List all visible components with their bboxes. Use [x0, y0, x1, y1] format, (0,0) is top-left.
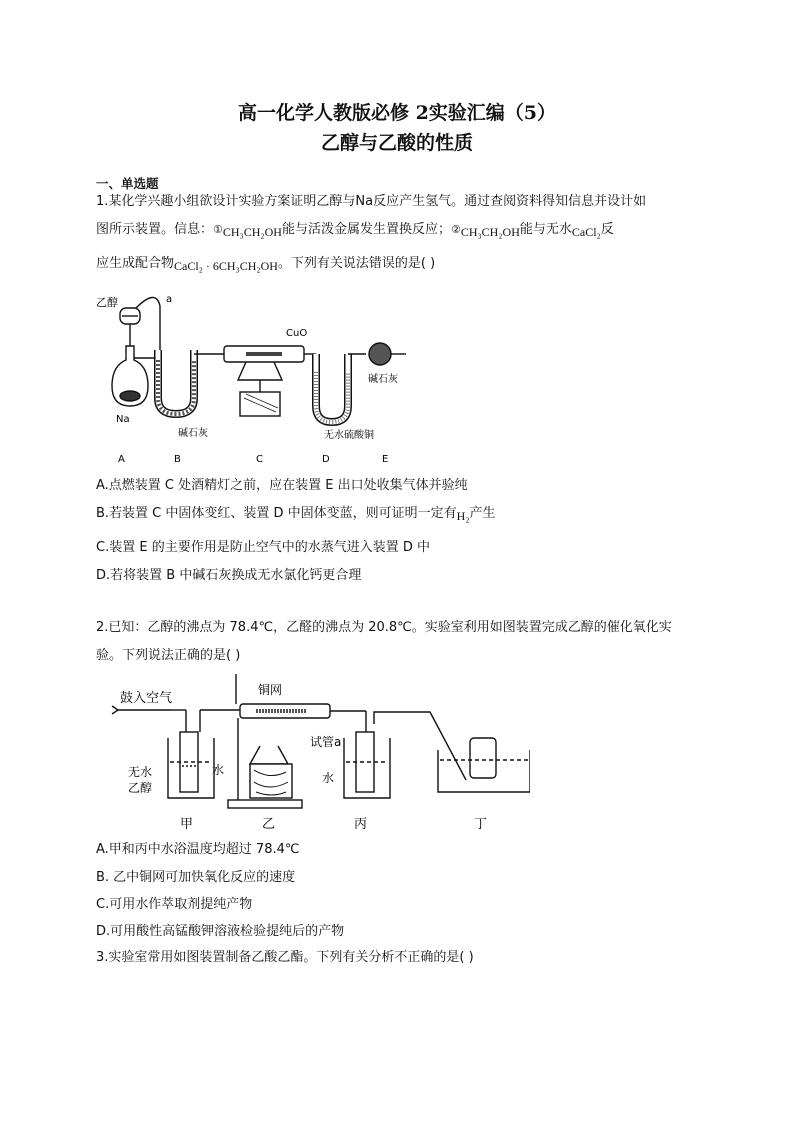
tube-a [136, 297, 160, 358]
label-copper-mesh: 铜网 [258, 683, 283, 697]
label-ethanol: 乙醇 [128, 781, 153, 795]
beaker-bing [344, 738, 390, 798]
q1-line3 [96, 254, 435, 273]
label-ethanol: 乙醇 [96, 296, 118, 309]
q1-option-b[interactable] [96, 504, 496, 523]
test-tube-jia [180, 732, 198, 792]
name-jia: 甲 [180, 817, 194, 832]
q1-option-b-text: B.若装置 C 中固体变红、装置 D 中固体变蓝，则可证明一定有 [96, 506, 457, 521]
q1-line2-a: 图所示装置。信息： [96, 222, 214, 237]
q1-option-b-tail: 产生 [469, 506, 496, 521]
label-test-tube-a: 试管a [310, 735, 342, 749]
q1-line3-a: 应生成配合物 [96, 256, 175, 271]
q2-option-d[interactable]: D.可用酸性高锰酸钾溶液检验提纯后的产物 [96, 924, 345, 939]
q1-line3-b: 。下列有关说法错误的是( ) [277, 256, 436, 271]
letter-a: A [118, 454, 125, 465]
spirit-lamp [250, 746, 288, 764]
q2-option-b[interactable]: B. 乙中铜网可加快氧化反应的速度 [96, 870, 296, 885]
q1-line1: 1.某化学兴趣小组欲设计实验方案证明乙醇与Na反应产生氢气。通过查阅资料得知信息并设计如 [96, 194, 647, 209]
label-cuo: CuO [286, 328, 308, 339]
label-air: 鼓入空气 [120, 691, 173, 706]
q3-line1: 3.实验室常用如图装置制备乙酸乙酯。下列有关分析不正确的是( ) [96, 950, 474, 965]
delivery-tube [374, 712, 466, 780]
name-yi: 乙 [262, 817, 276, 832]
page-subtitle: 乙醇与乙酸的性质 [320, 132, 473, 154]
q1-line2 [96, 220, 614, 239]
letter-c: C [256, 454, 263, 465]
u-tube-b-outer [158, 350, 194, 414]
collecting-tube [470, 738, 496, 778]
q1-option-a[interactable]: A.点燃装置 C 处酒精灯之前，应在装置 E 出口处收集气体并验纯 [96, 478, 468, 493]
water-trough [438, 750, 530, 792]
chem-ethanol-2: CH₃CH₂OH [460, 225, 520, 239]
label-anhydrous: 无水 [128, 765, 153, 779]
lamp-stand [240, 392, 280, 416]
label-soda-lime-b: 碱石灰 [178, 428, 208, 439]
q1-option-c[interactable]: C.装置 E 的主要作用是防止空气中的水蒸气进入装置 D 中 [96, 540, 430, 555]
q2-line1: 2.已知：乙醇的沸点为 78.4℃，乙醛的沸点为 20.8℃。实验室利用如图装置完成乙醇的催化氧化实 [96, 620, 672, 635]
test-tube-a [356, 732, 374, 792]
lamp-top [238, 362, 282, 380]
q2-option-c[interactable]: C.可用水作萃取剂提纯产物 [96, 897, 253, 912]
letter-d: D [322, 454, 330, 465]
apparatus-figure-2 [110, 670, 530, 834]
q1-line2-d: 反 [600, 222, 614, 237]
label-a: a [166, 294, 173, 305]
chem-h2: H₂ [456, 509, 470, 523]
q1-line2-b: 能与活泼金属发生置换反应； [281, 222, 451, 237]
apparatus-figure-1 [96, 288, 426, 466]
sodium-solid [120, 391, 140, 401]
q1-line2-c: 能与无水 [519, 222, 572, 237]
stand-base [228, 800, 302, 808]
beaker-jia [168, 738, 214, 798]
circled-two: ② [450, 223, 461, 236]
chem-cacl2: CaCl₂ [571, 225, 601, 239]
page-title: 高一化学人教版必修 2实验汇编（5） [237, 102, 557, 124]
q2-option-a[interactable]: A.甲和丙中水浴温度均超过 78.4℃ [96, 842, 300, 857]
name-ding: 丁 [474, 817, 488, 832]
letter-b: B [174, 454, 181, 465]
section-heading: 一、单选题 [96, 176, 159, 191]
name-bing: 丙 [354, 817, 368, 832]
u-tube-d-outer [316, 354, 348, 422]
chem-ethanol: CH₃CH₂OH [222, 225, 282, 239]
label-cuso4: 无水硫酸铜 [324, 430, 374, 441]
label-water-jia: 水 [212, 763, 225, 777]
drying-bulb-e [369, 343, 391, 365]
label-na: Na [116, 414, 130, 425]
circled-one: ① [213, 223, 223, 236]
q2-line2: 验。下列说法正确的是( ) [96, 648, 241, 663]
chem-complex: CaCl₂ · 6CH₃CH₂OH [174, 259, 278, 273]
q1-option-d[interactable]: D.若将装置 B 中碱石灰换成无水氯化钙更合理 [96, 568, 362, 583]
letter-e: E [382, 454, 389, 465]
label-water-bing: 水 [322, 771, 335, 785]
label-soda-lime-e: 碱石灰 [368, 374, 398, 385]
